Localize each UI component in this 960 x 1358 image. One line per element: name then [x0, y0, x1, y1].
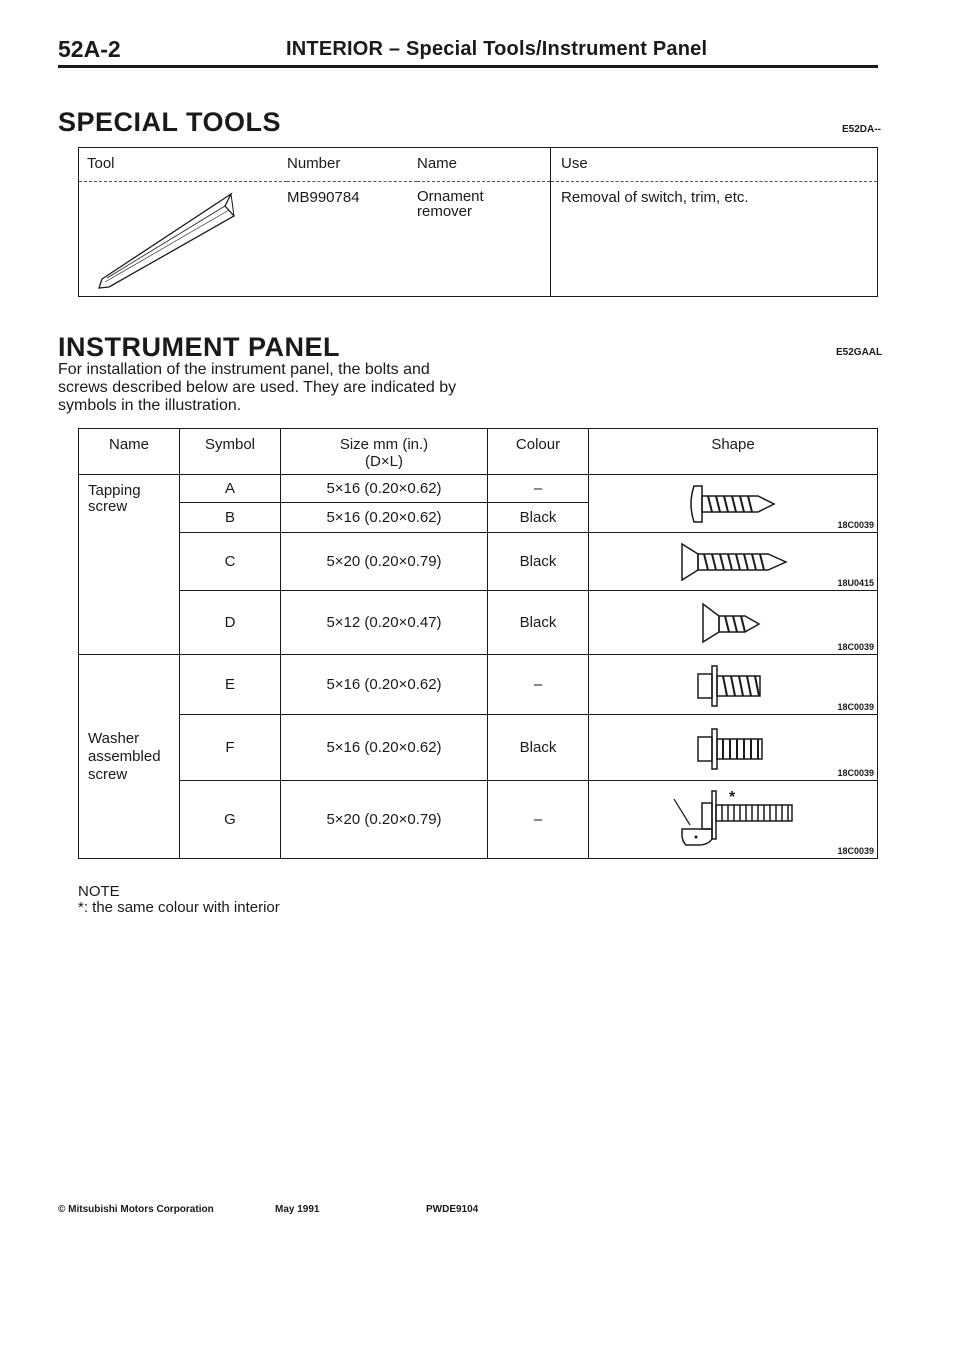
colour-cell [488, 781, 589, 859]
size: 5×12 (0.20×0.47) [326, 614, 442, 631]
ornament-remover-icon [79, 182, 279, 292]
symbol: A [224, 480, 235, 497]
table-row [79, 475, 878, 503]
tools-row [79, 182, 878, 297]
shape-cell [589, 533, 878, 591]
washer-screw-icon [688, 725, 778, 771]
tool-name-cell [417, 182, 551, 297]
special-tools-table [78, 147, 878, 297]
symbol-cell [180, 503, 281, 533]
asterisk-marker: * [729, 789, 736, 806]
size-cell [281, 475, 488, 503]
size: 5×16 (0.20×0.62) [326, 480, 442, 497]
short-screw-icon [693, 600, 773, 646]
col-size-sublabel: (D×L) [365, 453, 403, 470]
col-tool-label: Tool [87, 155, 115, 172]
colour: Black [519, 614, 557, 631]
table-row [79, 655, 878, 715]
col-number-header [287, 148, 417, 182]
tool-number: MB990784 [287, 189, 360, 206]
note-heading: NOTE [78, 883, 120, 900]
fastener-header-row [79, 429, 878, 475]
size-cell [281, 715, 488, 781]
page-number: 52A-2 [58, 36, 121, 62]
figure-code: 18C0039 [837, 520, 874, 530]
colour: – [533, 811, 543, 828]
table-row [79, 715, 878, 781]
note-text: *: the same colour with interior [78, 899, 280, 916]
size: 5×20 (0.20×0.79) [326, 811, 442, 828]
col-colour-header [488, 429, 589, 475]
figure-code: 18C0039 [837, 702, 874, 712]
shape-cell [589, 655, 878, 715]
figure-code: 18C0039 [837, 846, 874, 856]
symbol: G [224, 811, 236, 828]
size-cell [281, 781, 488, 859]
symbol: D [224, 614, 236, 631]
col-colour-label: Colour [515, 436, 561, 453]
footer-date: May 1991 [275, 1204, 320, 1215]
symbol-cell [180, 715, 281, 781]
shape-cell [589, 591, 878, 655]
table-row [79, 781, 878, 859]
col-size-label: Size mm (in.) [339, 436, 429, 453]
col-use-label: Use [561, 155, 588, 172]
group-name-cell [79, 655, 180, 859]
tapping-screw-icon [678, 482, 788, 526]
group-name-tapping-screw: Tapping screw [88, 482, 141, 515]
size-cell [281, 655, 488, 715]
special-tools-title: SPECIAL TOOLS [58, 107, 282, 137]
symbol: E [224, 676, 235, 693]
colour: – [533, 676, 543, 693]
note [78, 884, 280, 916]
col-tool-header [79, 148, 288, 182]
colour-cell [488, 475, 589, 503]
size: 5×16 (0.20×0.62) [326, 676, 442, 693]
shape-cell [589, 781, 878, 859]
colour-cell [488, 715, 589, 781]
size: 5×20 (0.20×0.79) [326, 553, 442, 570]
symbol-cell [180, 591, 281, 655]
col-name-header [417, 148, 551, 182]
col-name-label: Name [417, 155, 458, 172]
colour-cell [488, 503, 589, 533]
tools-header-row [79, 148, 878, 182]
col-size-header [281, 429, 488, 475]
instrument-panel-code: E52GAAL [836, 347, 883, 358]
header-title: INTERIOR – Special Tools/Instrument Panel [286, 38, 708, 60]
tool-image-cell [79, 182, 288, 297]
colour-cell [488, 533, 589, 591]
tool-name: Ornament remover [417, 188, 484, 220]
size: 5×16 (0.20×0.62) [326, 739, 442, 756]
colour: Black [519, 553, 557, 570]
col-use-header [551, 148, 878, 182]
colour-cell [488, 591, 589, 655]
symbol: C [224, 553, 236, 570]
figure-code: 18U0415 [837, 578, 874, 588]
col-symbol-header [180, 429, 281, 475]
size-cell [281, 533, 488, 591]
tool-use: Removal of switch, trim, etc. [561, 189, 749, 206]
footer-copyright: © Mitsubishi Motors Corporation [58, 1204, 214, 1215]
symbol-cell [180, 475, 281, 503]
group-name-cell [79, 475, 180, 655]
washer-screw-icon [688, 662, 778, 708]
footer-doc-code: PWDE9104 [426, 1204, 479, 1215]
colour-cell [488, 655, 589, 715]
colour: – [533, 480, 543, 497]
figure-code: 18C0039 [837, 642, 874, 652]
size: 5×16 (0.20×0.62) [326, 509, 442, 526]
symbol-cell [180, 655, 281, 715]
symbol-cell [180, 533, 281, 591]
symbol: B [224, 509, 235, 526]
col-symbol-label: Symbol [204, 436, 256, 453]
figure-code: 18C0039 [837, 768, 874, 778]
instrument-panel-intro: For installation of the instrument panel, the bolts and screws described below are used. They are indicated by symbols in the illustration. [58, 361, 457, 414]
col-name-label: Name [108, 436, 149, 453]
size-cell [281, 591, 488, 655]
special-tools-code: E52DA-- [842, 124, 881, 135]
header-rule [58, 65, 878, 68]
colour: Black [519, 739, 557, 756]
group-name-washer-screw: Washer assembled screw [88, 729, 161, 783]
colour: Black [519, 509, 557, 526]
table-row [79, 591, 878, 655]
symbol-cell [180, 781, 281, 859]
table-row [79, 533, 878, 591]
tool-use-cell [551, 182, 878, 297]
col-shape-header [589, 429, 878, 475]
instrument-panel-title: INSTRUMENT PANEL [58, 332, 340, 362]
shape-cell [589, 715, 878, 781]
shape-cell [589, 475, 878, 533]
size-cell [281, 503, 488, 533]
symbol: F [225, 739, 235, 756]
col-number-label: Number [287, 155, 341, 172]
col-name-header [79, 429, 180, 475]
fastener-table [78, 428, 878, 859]
flat-head-screw-icon [668, 540, 798, 584]
col-shape-label: Shape [711, 436, 755, 453]
tool-number-cell [287, 182, 417, 297]
